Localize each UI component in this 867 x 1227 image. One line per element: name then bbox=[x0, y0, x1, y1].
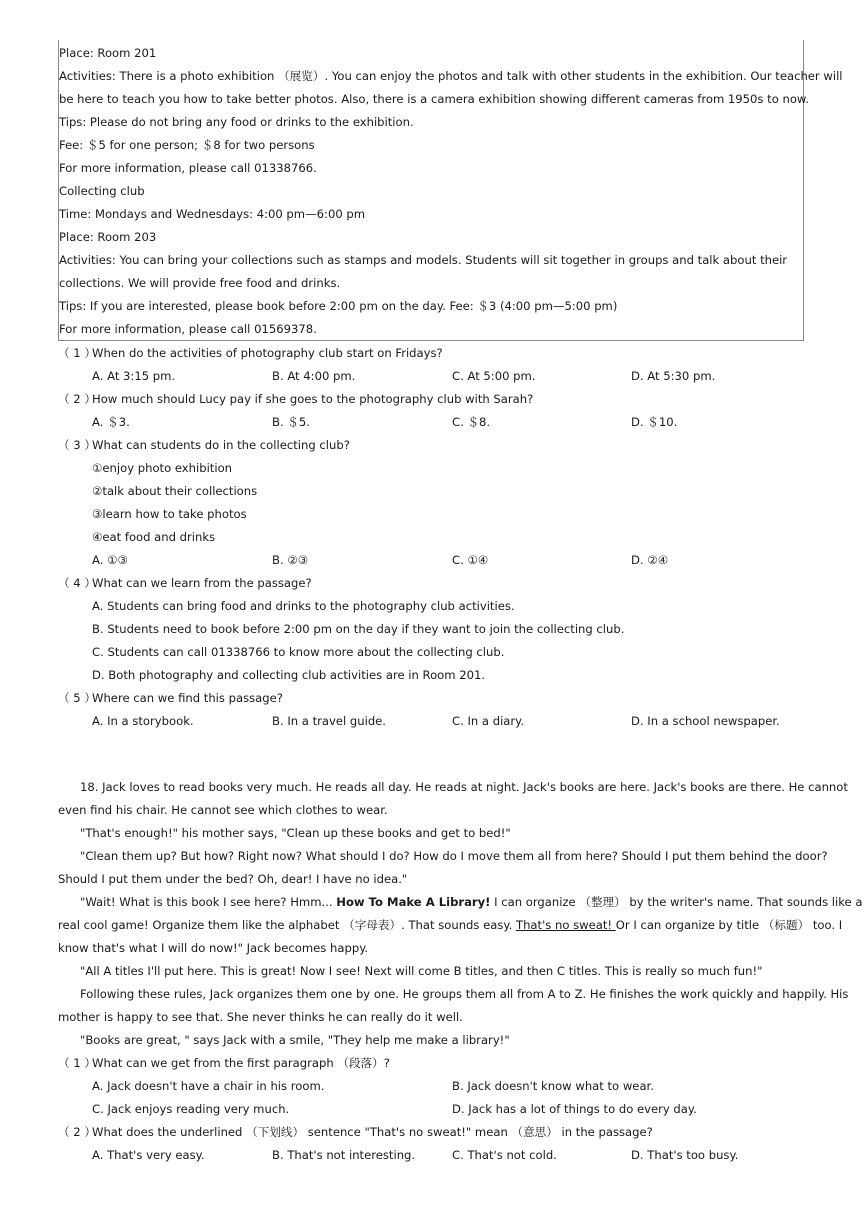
question-number: （ 3 ） bbox=[58, 438, 96, 452]
passage-line: "Clean them up? But how? Right now? What should I do? How do I move them all from here? Should I put them behind the door? bbox=[80, 849, 828, 863]
choice-item: ①enjoy photo exhibition bbox=[92, 461, 233, 475]
passage-line: mother is happy to see that. She never thinks he can really do it well. bbox=[58, 1010, 463, 1024]
option-a: A. Students can bring food and drinks to the photography club activities. bbox=[92, 599, 515, 613]
box-line: Place: Room 203 bbox=[59, 230, 157, 244]
option-d: D. At 5:30 pm. bbox=[631, 369, 716, 383]
box-line: Time: Mondays and Wednesdays: 4:00 pm—6:00 pm bbox=[59, 207, 366, 221]
question-text: Where can we find this passage? bbox=[92, 691, 283, 705]
option-a: A. At 3:15 pm. bbox=[92, 369, 176, 383]
box-line: Collecting club bbox=[59, 184, 145, 198]
question-text: How much should Lucy pay if she goes to the photography club with Sarah? bbox=[92, 392, 534, 406]
passage-line: Following these rules, Jack organizes them one by one. He groups them all from A to Z. He finishes the work quickly and happily. His bbox=[80, 987, 849, 1001]
option-b: B. ＄5. bbox=[272, 415, 310, 429]
option-d: D. Both photography and collecting club activities are in Room 201. bbox=[92, 668, 486, 682]
text-run: I can organize （整理） by the writer's name. That sounds like a bbox=[490, 895, 863, 909]
question-text: What can students do in the collecting club? bbox=[92, 438, 350, 452]
option-a: A. That's very easy. bbox=[92, 1148, 205, 1162]
question-text: When do the activities of photography club start on Fridays? bbox=[92, 346, 443, 360]
text-run: Or I can organize by title （标题） too. I bbox=[615, 918, 843, 932]
box-line: Place: Room 201 bbox=[59, 46, 157, 60]
option-b: B. Students need to book before 2:00 pm on the day if they want to join the collecting club. bbox=[92, 622, 625, 636]
option-d: D. That's too busy. bbox=[631, 1148, 739, 1162]
box-line: For more information, please call 01569378. bbox=[59, 322, 317, 336]
option-c: C. That's not cold. bbox=[452, 1148, 557, 1162]
passage-line: Should I put them under the bed? Oh, dear! I have no idea." bbox=[58, 872, 408, 886]
option-a: A. Jack doesn't have a chair in his room. bbox=[92, 1079, 325, 1093]
option-c: C. ①④ bbox=[452, 553, 489, 567]
passage-line: even find his chair. He cannot see which clothes to wear. bbox=[58, 803, 388, 817]
option-a: A. ①③ bbox=[92, 553, 128, 567]
option-b: B. ②③ bbox=[272, 553, 309, 567]
choice-item: ③learn how to take photos bbox=[92, 507, 247, 521]
option-c: C. At 5:00 pm. bbox=[452, 369, 536, 383]
passage-line bbox=[58, 917, 843, 933]
choice-item: ②talk about their collections bbox=[92, 484, 258, 498]
option-a: A. In a storybook. bbox=[92, 714, 194, 728]
question-text: What does the underlined （下划线） sentence "That's no sweat!" mean （意思） in the passage? bbox=[92, 1125, 653, 1139]
option-b: B. At 4:00 pm. bbox=[272, 369, 356, 383]
option-b: B. That's not interesting. bbox=[272, 1148, 416, 1162]
box-line: Tips: If you are interested, please book before 2:00 pm on the day. Fee: ＄3 (4:00 pm—5:00 pm) bbox=[59, 299, 618, 313]
option-c: C. Students can call 01338766 to know more about the collecting club. bbox=[92, 645, 505, 659]
passage-line bbox=[80, 894, 863, 910]
choice-item: ④eat food and drinks bbox=[92, 530, 216, 544]
passage-line: "All A titles I'll put here. This is great! Now I see! Next will come B titles, and then C titles. This is really so much fun!" bbox=[80, 964, 763, 978]
question-number: （ 5 ） bbox=[58, 691, 96, 705]
option-d: D. ②④ bbox=[631, 553, 669, 567]
text-run: "Wait! What is this book I see here? Hmm... bbox=[80, 895, 337, 909]
option-c: C. In a diary. bbox=[452, 714, 525, 728]
text-run: real cool game! Organize them like the alphabet （字母表）. That sounds easy. bbox=[58, 918, 516, 932]
box-line: be here to teach you how to take better photos. Also, there is a camera exhibition showing different cameras from 1950s to now. bbox=[59, 92, 810, 106]
box-line: For more information, please call 01338766. bbox=[59, 161, 317, 175]
option-b: B. In a travel guide. bbox=[272, 714, 386, 728]
option-d: D. In a school newspaper. bbox=[631, 714, 780, 728]
option-c: C. ＄8. bbox=[452, 415, 491, 429]
question-text: What can we learn from the passage? bbox=[92, 576, 312, 590]
passage-line: "That's enough!" his mother says, "Clean up these books and get to bed!" bbox=[80, 826, 511, 840]
option-d: D. ＄10. bbox=[631, 415, 678, 429]
option-c: C. Jack enjoys reading very much. bbox=[92, 1102, 290, 1116]
question-number: （ 2 ） bbox=[58, 1125, 96, 1139]
box-line: Activities: You can bring your collections such as stamps and models. Students will sit together in groups and talk about their bbox=[59, 253, 788, 267]
question-number: （ 2 ） bbox=[58, 392, 96, 406]
box-line: collections. We will provide free food and drinks. bbox=[59, 276, 341, 290]
box-line: Fee: ＄5 for one person; ＄8 for two persons bbox=[59, 138, 315, 152]
option-d: D. Jack has a lot of things to do every day. bbox=[452, 1102, 697, 1116]
question-number: （ 1 ） bbox=[58, 346, 96, 360]
passage-line: "Books are great, " says Jack with a smile, "They help me make a library!" bbox=[80, 1033, 510, 1047]
passage-line: know that's what I will do now!" Jack becomes happy. bbox=[58, 941, 369, 955]
question-text: What can we get from the first paragraph （段落）? bbox=[92, 1056, 390, 1070]
box-line: Tips: Please do not bring any food or drinks to the exhibition. bbox=[59, 115, 414, 129]
notice-box bbox=[58, 40, 843, 341]
box-line: Activities: There is a photo exhibition （展览）. You can enjoy the photos and talk with other students in the exhibition. Our teacher will bbox=[59, 69, 843, 83]
option-b: B. Jack doesn't know what to wear. bbox=[452, 1079, 654, 1093]
underlined-sentence: That's no sweat! bbox=[516, 918, 616, 932]
question-number: （ 4 ） bbox=[58, 576, 96, 590]
question-number: （ 1 ） bbox=[58, 1056, 96, 1070]
option-a: A. ＄3. bbox=[92, 415, 130, 429]
book-title: How To Make A Library! bbox=[336, 895, 491, 909]
passage-line: 18. Jack loves to read books very much. He reads all day. He reads at night. Jack's books are here. Jack's books are there. He cannot bbox=[80, 780, 848, 794]
